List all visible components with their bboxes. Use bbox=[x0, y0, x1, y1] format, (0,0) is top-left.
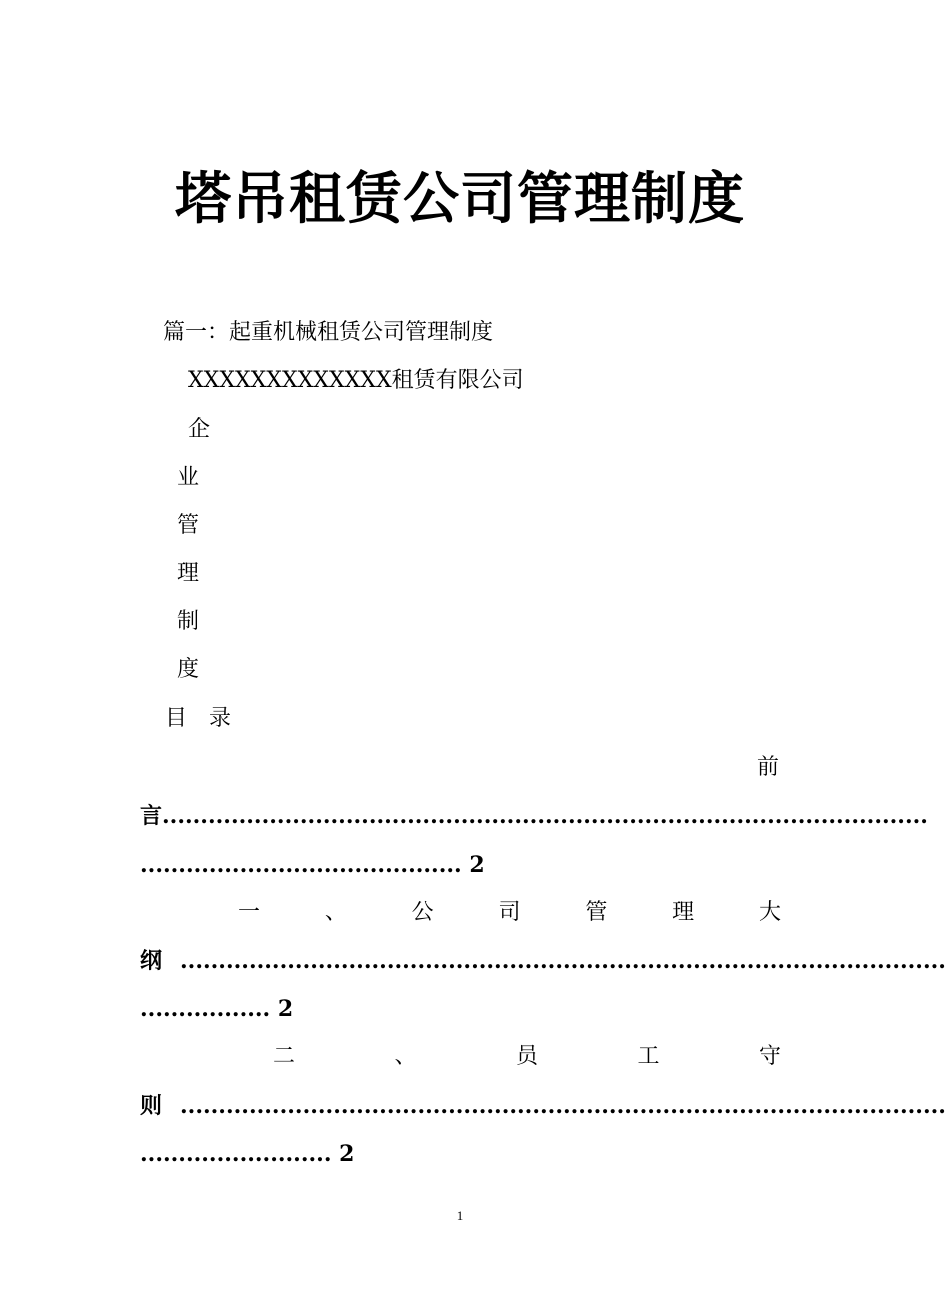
toc-leader-dots: ......................... bbox=[140, 1141, 332, 1167]
toc-leader-dots: .................................................................................................... bbox=[180, 1093, 946, 1119]
company-name-suffix: 租赁有限公司 bbox=[391, 368, 524, 393]
toc-entry-3-line1 bbox=[273, 1042, 781, 1072]
toc-char: 大 bbox=[758, 900, 781, 925]
toc-char: 、 bbox=[324, 900, 347, 925]
vertical-char: 管 bbox=[177, 513, 200, 538]
toc-entry-1-line3 bbox=[140, 850, 485, 880]
toc-entry-3-line3 bbox=[140, 1139, 354, 1169]
section-subtitle: 篇一：起重机械租赁公司管理制度 bbox=[163, 320, 494, 345]
toc-char: 员 bbox=[515, 1044, 538, 1069]
toc-entry-2-line3 bbox=[140, 994, 293, 1024]
vertical-char: 制 bbox=[177, 609, 200, 634]
toc-entry-3-label-end: 则 bbox=[140, 1093, 163, 1119]
vertical-char: 业 bbox=[177, 465, 200, 490]
toc-leader-dots: .................................................................................................... bbox=[180, 948, 946, 974]
toc-char: 理 bbox=[672, 900, 695, 925]
company-name-prefix: XXXXXXXXXXXXX bbox=[188, 368, 392, 393]
toc-char: 一 bbox=[238, 900, 261, 925]
toc-char: 守 bbox=[758, 1044, 781, 1069]
toc-entry-1-page: 2 bbox=[469, 852, 485, 878]
toc-char: 公 bbox=[411, 900, 434, 925]
toc-leader-dots: .......................................... bbox=[140, 852, 462, 878]
toc-entry-1-label-end: 言 bbox=[140, 803, 163, 829]
toc-char: 司 bbox=[498, 900, 521, 925]
toc-char: 工 bbox=[637, 1044, 660, 1069]
toc-leader-dots: .................................................................................................... bbox=[162, 803, 928, 829]
toc-entry-3-line2 bbox=[140, 1091, 946, 1121]
toc-heading: 目 录 bbox=[165, 706, 232, 731]
toc-char: 二 bbox=[273, 1044, 296, 1069]
toc-entry-2-label-end: 纲 bbox=[140, 948, 163, 974]
toc-leader-dots: ................. bbox=[140, 996, 271, 1022]
toc-entry-1-char: 前 bbox=[757, 755, 780, 780]
toc-entry-2-line1 bbox=[238, 898, 781, 928]
vertical-char: 度 bbox=[177, 657, 200, 682]
toc-entry-2-line2 bbox=[140, 946, 946, 976]
toc-char: 管 bbox=[585, 900, 608, 925]
toc-entry-3-page: 2 bbox=[339, 1141, 355, 1167]
company-name bbox=[188, 366, 524, 396]
vertical-char: 理 bbox=[177, 561, 200, 586]
page-number: 1 bbox=[456, 1208, 464, 1223]
document-title: 塔吊租赁公司管理制度 bbox=[175, 166, 745, 232]
toc-char: 、 bbox=[394, 1044, 417, 1069]
toc-entry-1-line2 bbox=[140, 801, 928, 831]
toc-entry-2-page: 2 bbox=[277, 996, 294, 1022]
vertical-char: 企 bbox=[188, 417, 211, 442]
